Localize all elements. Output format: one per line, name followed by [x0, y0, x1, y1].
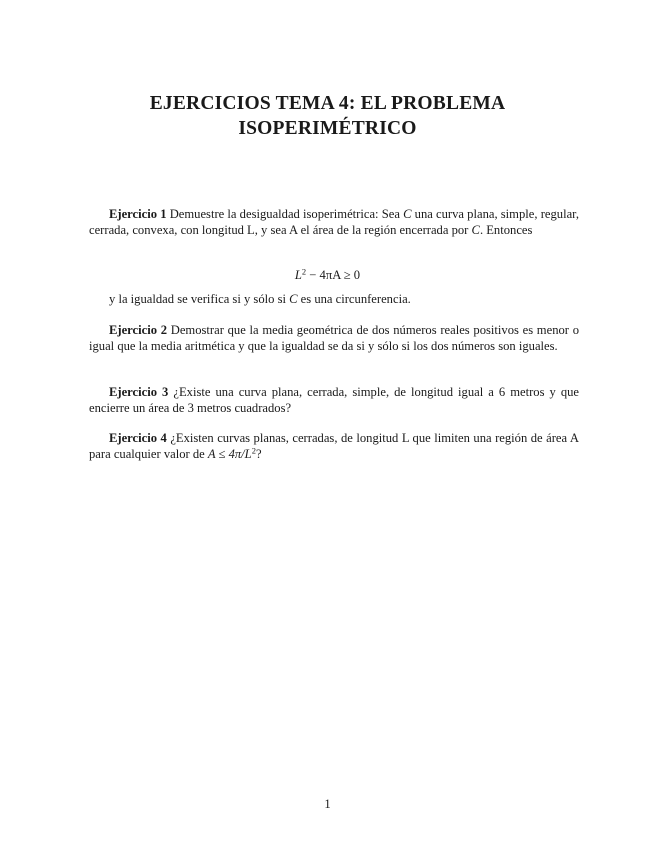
exercise-text: Demuestre la desigualdad isoperimétrica: Sea [169, 207, 404, 221]
exercise-text-end: ? [255, 447, 262, 461]
exercise-text: . Entonces [479, 223, 533, 237]
equation-exponent: 2 [301, 266, 307, 277]
exercise-4 [89, 430, 579, 462]
curve-symbol: C [471, 223, 480, 237]
title-line-1: EJERCICIOS TEMA 4: EL PROBLEMA [149, 93, 506, 114]
exercise-3 [89, 384, 579, 416]
exercise-text: Demostrar que la media geométrica de dos números reales positivos es menor o igual que la media aritmética y que la igualdad se da si y sólo si los dos números son iguales. [89, 323, 579, 353]
page-title [0, 91, 655, 141]
inline-math-exponent: 2 [251, 445, 256, 456]
inline-math: A ≤ 4π/L [207, 447, 252, 461]
curve-symbol: C [403, 207, 412, 221]
exercise-1 [89, 206, 579, 238]
exercise-label: Ejercicio 3 [109, 385, 169, 399]
exercise-text: una curva plana, simple, regular, cerrada, convexa, con longitud L, y sea A el área de la región encerrada por [89, 207, 579, 237]
equation-rest: − 4πA ≥ 0 [306, 268, 361, 282]
exercise-text: ¿Existen curvas planas, cerradas, de longitud L que limiten una región de área A para cualquier valor de [89, 431, 580, 461]
exercise-2 [89, 322, 579, 354]
exercise-text: es una circunferencia. [297, 292, 411, 306]
display-equation [0, 267, 655, 283]
exercise-text: ¿Existe una curva plana, cerrada, simple, de longitud igual a 6 metros y que encierre un área de 3 metros cuadrados? [89, 385, 580, 415]
page-number: 1 [324, 797, 331, 811]
title-line-2: ISOPERIMÉTRICO [238, 118, 417, 139]
exercise-text: y la igualdad se verifica si y sólo si [109, 292, 290, 306]
exercise-label: Ejercicio 1 [109, 207, 167, 221]
exercise-label: Ejercicio 4 [109, 431, 167, 445]
exercise-1-continuation [89, 291, 579, 307]
equation-base: L [294, 268, 302, 282]
curve-symbol: C [289, 292, 298, 306]
exercise-label: Ejercicio 2 [109, 323, 168, 337]
